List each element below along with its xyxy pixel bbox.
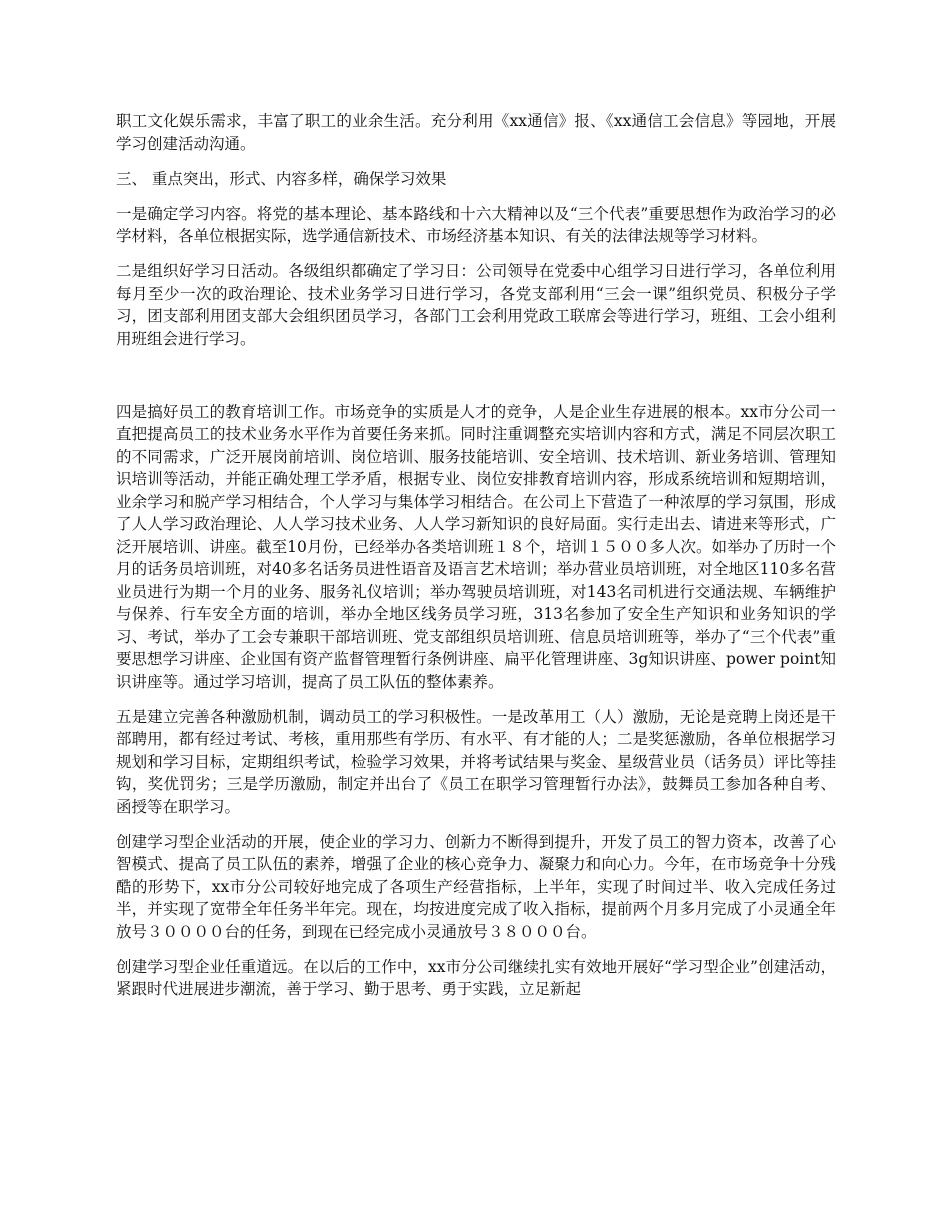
document-body (116, 110, 836, 1013)
paragraph-future: 创建学习型企业任重道远。在以后的工作中，xx市分公司继续扎实有效地开展好“学习型企业”创建活动，紧跟时代进展进步潮流，善于学习、勤于思考、勇于实践，立足新起 (116, 957, 836, 998)
paragraph-study-day: 二是组织好学习日活动。各级组织都确定了学习日：公司领导在党委中心组学习日进行学习，各单位利用每月至少一次的政治理论、技术业务学习日进行学习，各党支部利用“三会一课”组织党员、积极分子学习，团支部利用团支部大会组织团员学习，各部门工会利用党政工联席会等进行学习，班组、工会小组利用班组会进行学习。 (116, 262, 836, 348)
paragraph-results: 创建学习型企业活动的开展，使企业的学习力、创新力不断得到提升，开发了员工的智力资本，改善了心智模式、提高了员工队伍的素养，增强了企业的核心竞争力、凝聚力和向心力。今年，在市场竞争十分残酷的形势下，xx市分公司较好地完成了各项生产经营指标，上半年，实现了时间过半、收入完成任务过半，并实现了宽带全年任务半年完。现在，均按进度完成了收入指标，提前两个月多月完成了小灵通全年放号３００００台的任务，到现在已经完成小灵通放号３８０００台。 (116, 832, 836, 941)
section-heading-3: 三、 重点突出，形式、内容多样，确保学习效果 (116, 169, 447, 188)
paragraph-incentives: 五是建立完善各种激励机制，调动员工的学习积极性。一是改革用工（人）激励，无论是竞聘上岗还是干部聘用，都有经过考试、考核，重用那些有学历、有水平、有才能的人；二是奖惩激励，各单位根据学习规划和学习目标，定期组织考试，检验学习效果，并将考试结果与奖金、星级营业员（话务员）评比等挂钩，奖优罚劣；三是学历激励，制定并出台了《员工在职学习管理暂行办法》，鼓舞员工参加各种自考、函授等在职学习。 (116, 707, 836, 816)
paragraph-training: 四是搞好员工的教育培训工作。市场竞争的实质是人才的竞争，人是企业生存进展的根本。xx市分公司一直把提高员工的技术业务水平作为首要任务来抓。同时注重调整充实培训内容和方式，满足不同层次职工的不同需求，广泛开展岗前培训、岗位培训、服务技能培训、安全培训、技术培训、新业务培训、管理知识培训等活动，并能正确处理工学矛盾，根据专业、岗位安排教育培训内容，形成系统培训和短期培训，业余学习和脱产学习相结合，个人学习与集体学习相结合。在公司上下营造了一种浓厚的学习氛围，形成了人人学习政治理论、人人学习技术业务、人人学习新知识的良好局面。实行走出去、请进来等形式，广泛开展培训、讲座。截至10月份，已经举办各类培训班１８个，培训１５００多人次。如举办了历时一个月的话务员培训班，对40多名话务员进性语音及语言艺术培训；举办营业员培训班，对全地区110多名营业员进行为期一个月的业务、服务礼仪培训；举办驾驶员培训班，对143名司机进行交通法规、车辆维护与保养、行车安全方面的培训，举办全地区线务员学习班，313名参加了安全生产知识和业务知识的学习、考试，举办了工会专兼职干部培训班、党支部组织员培训班、信息员培训班等，举办了“三个代表”重要思想学习讲座、企业国有资产监督管理暂行条例讲座、扁平化管理讲座、3g知识讲座、power point知识讲座等。通过学习培训，提高了员工队伍的整体素养。 (116, 402, 836, 691)
paragraph-study-content: 一是确定学习内容。将党的基本理论、基本路线和十六大精神以及“三个代表”重要思想作为政治学习的必学材料，各单位根据实际，选学通信新技术、市场经济基本知识、有关的法律法规等学习材料。 (116, 204, 836, 245)
paragraph-culture: 职工文化娱乐需求，丰富了职工的业余生活。充分利用《xx通信》报、《xx通信工会信息》等园地，开展学习创建活动沟通。 (116, 112, 836, 153)
paragraph-gap (116, 363, 836, 401)
